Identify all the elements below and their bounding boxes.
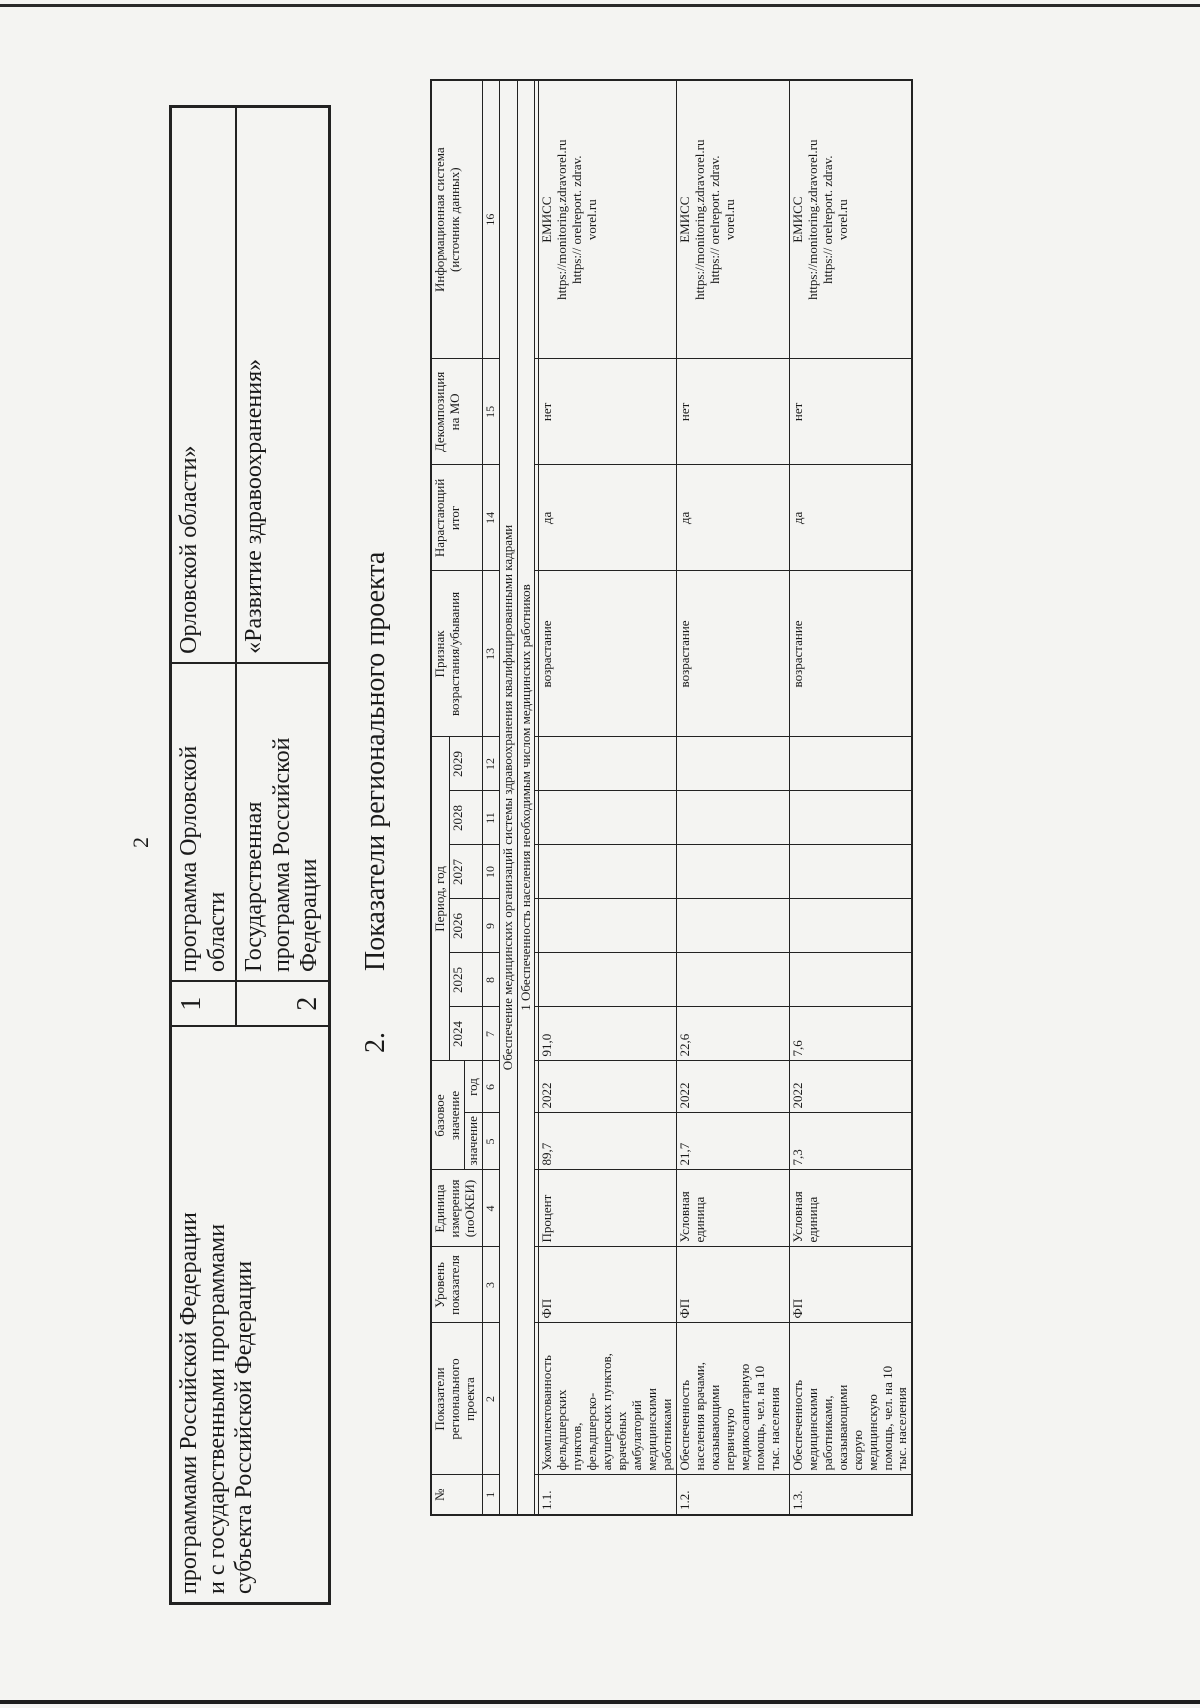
value-2027 (789, 845, 912, 899)
data-source (789, 80, 912, 359)
task-row (517, 80, 535, 1515)
goal-row (499, 80, 517, 1515)
indicator-name-line: скорую (849, 1430, 865, 1471)
table-row (539, 80, 676, 1515)
data-source-line: ЕМИСС (789, 196, 805, 243)
decomposition: нет (676, 359, 789, 465)
trend: возрастание (789, 571, 912, 737)
indicator-name-line: акушерских пунктов, (599, 1353, 615, 1471)
indicator-name-line: Обеспеченность (676, 1379, 692, 1471)
value-2025 (676, 953, 789, 1007)
header-cumulative-line-1: Нарастающий (432, 478, 447, 558)
indicator-name-line: пунктов, (569, 1422, 585, 1471)
header-year-2024: 2024 (449, 1007, 482, 1061)
indicator-name-line: врачебных (614, 1411, 630, 1471)
programs-type-1-line-1: программа Орловской (176, 745, 202, 973)
header-indicator-name-line-3: проекта (461, 1377, 477, 1421)
header-decomposition-line-2: на МО (446, 393, 462, 431)
indicator-name-line: помощь, чел. на 10 (751, 1365, 767, 1471)
header-unit-line-3: (поОКЕИ) (461, 1179, 477, 1238)
value-2029 (789, 737, 912, 791)
value-2025 (789, 953, 912, 1007)
header-year-2025: 2025 (449, 953, 482, 1007)
value-2026 (789, 899, 912, 953)
data-source-line: https://monitoring.zdravorel.ru (804, 139, 820, 300)
programs-table (169, 105, 331, 1605)
indicator-unit (789, 1170, 912, 1247)
indicator-name-line: тыс. населения (894, 1387, 910, 1471)
header-source (431, 80, 482, 359)
data-source-line: vorel.ru (834, 199, 850, 241)
value-2026 (676, 899, 789, 953)
header-year-2026: 2026 (449, 899, 482, 953)
indicator-name-line: помощь, чел. на 10 (879, 1365, 895, 1471)
header-decomposition-line-1: Декомпозиция (432, 371, 447, 453)
data-source-line: https://monitoring.zdravorel.ru (554, 139, 570, 300)
value-2027 (676, 845, 789, 899)
base-year: 2022 (676, 1061, 789, 1113)
decomposition: нет (539, 359, 676, 465)
data-source-line: ЕМИСС (539, 196, 555, 243)
header-base-year: год (464, 1061, 482, 1113)
column-number: 1 (482, 1475, 499, 1515)
header-unit (431, 1170, 482, 1247)
column-number: 6 (482, 1061, 499, 1113)
programs-num-1: 1 (171, 981, 237, 1026)
value-2028 (789, 791, 912, 845)
section-title: Показатели регионального проекта (360, 551, 391, 971)
indicator-unit-line: Условная (789, 1191, 805, 1243)
indicator-name-line: медицинскими (804, 1388, 820, 1471)
programs-name-2: «Развитие здравоохранения» (236, 107, 329, 663)
column-number: 14 (482, 465, 499, 571)
indicator-name-line: амбулаторий (629, 1400, 645, 1471)
header-decomposition (431, 359, 482, 465)
column-number: 4 (482, 1170, 499, 1247)
value-2029 (539, 737, 676, 791)
indicator-unit-line: Процент (539, 1194, 555, 1243)
header-cumulative (431, 465, 482, 571)
base-value: 7,3 (789, 1113, 912, 1170)
page-number: 2 (128, 837, 153, 848)
value-2026 (539, 899, 676, 953)
column-number: 5 (482, 1113, 499, 1170)
header-source-line-2: (источник данных) (446, 167, 462, 272)
header-level-line-2: показателя (446, 1255, 462, 1315)
value-2024: 22,6 (676, 1007, 789, 1061)
indicator-name-line: фельдшерско- (584, 1392, 600, 1471)
row-number: 1.2. (676, 1475, 789, 1515)
column-number: 8 (482, 953, 499, 1007)
header-indicator-name-line-1: Показатели (432, 1367, 447, 1431)
programs-type-1-line-2: области (203, 891, 230, 973)
indicator-name-line: Укомплектованность (539, 1355, 555, 1471)
data-source-line: https:// orelreport. zdrav. (569, 155, 585, 284)
header-year-2029: 2029 (449, 737, 482, 791)
indicator-unit-line: Условная (676, 1191, 692, 1243)
trend: возрастание (676, 571, 789, 737)
header-cumulative-line-2: итог (446, 505, 462, 531)
indicators-table (430, 79, 913, 1516)
cumulative: да (539, 465, 676, 571)
indicator-name-line: населения врачами, (691, 1362, 707, 1471)
column-number: 12 (482, 737, 499, 791)
header-year-2028: 2028 (449, 791, 482, 845)
header-unit-line-1: Единица (432, 1184, 447, 1233)
value-2028 (676, 791, 789, 845)
column-number: 9 (482, 899, 499, 953)
cumulative: да (676, 465, 789, 571)
section-heading (360, 552, 392, 1053)
header-indicator-name (431, 1323, 482, 1475)
indicator-name-line: работниками (658, 1398, 674, 1471)
programs-left-cell (171, 1027, 330, 1604)
header-year-2027: 2027 (449, 845, 482, 899)
data-source-line: https://monitoring.zdravorel.ru (691, 139, 707, 300)
programs-type-2-line-2: программа Российской (268, 737, 295, 973)
value-2028 (539, 791, 676, 845)
programs-left-line-3: субъекта Российской Федерации (231, 1260, 258, 1594)
header-base-value: значение (464, 1113, 482, 1170)
indicator-name-line: медикосанитарную (736, 1363, 752, 1471)
indicator-unit (539, 1170, 676, 1247)
indicator-name-line: работниками, (819, 1395, 835, 1471)
indicator-unit-line: единица (691, 1196, 707, 1243)
header-base-line-2: значение (446, 1090, 462, 1141)
header-source-line-1: Информационная система (432, 147, 447, 293)
row-number: 1.1. (539, 1475, 676, 1515)
column-number: 2 (482, 1323, 499, 1475)
indicator-unit (676, 1170, 789, 1247)
indicator-level: ФП (789, 1247, 912, 1323)
indicator-name-line: медицинскую (864, 1394, 880, 1471)
section-number: 2. (360, 1032, 391, 1053)
column-number: 15 (482, 359, 499, 465)
cumulative: да (789, 465, 912, 571)
data-source (539, 80, 676, 359)
value-2029 (676, 737, 789, 791)
header-trend (431, 571, 482, 737)
task-title: 1 Обеспеченность населения необходимым числом медицинских работников (517, 80, 535, 1515)
value-2024: 91,0 (539, 1007, 676, 1061)
header-period: Период, год (431, 737, 449, 1061)
data-source-line: https:// orelreport. zdrav. (819, 155, 835, 284)
indicator-name-line: тыс. населения (766, 1387, 782, 1471)
goal-title: Обеспечение медицинских организаций системы здравоохранения квалифицированными кадрами (499, 80, 517, 1515)
column-number: 3 (482, 1247, 499, 1323)
header-level (431, 1247, 482, 1323)
header-trend-line-2: возрастания/убывания (446, 591, 462, 716)
programs-num-2: 2 (236, 981, 329, 1026)
header-no: № (431, 1475, 482, 1515)
column-number: 7 (482, 1007, 499, 1061)
indicator-name-line: медицинскими (644, 1388, 660, 1471)
base-year: 2022 (539, 1061, 676, 1113)
indicator-level: ФП (539, 1247, 676, 1323)
programs-name-1: Орловской области» (171, 107, 237, 663)
header-base-line-1: базовое (432, 1094, 447, 1137)
value-2025 (539, 953, 676, 1007)
indicator-name-line: первичную (721, 1408, 737, 1471)
data-source-line: ЕМИСС (676, 196, 692, 243)
indicator-level: ФП (676, 1247, 789, 1323)
column-number: 11 (482, 791, 499, 845)
indicator-name-line: фельдшерских (554, 1389, 570, 1471)
value-2024: 7,6 (789, 1007, 912, 1061)
base-value: 89,7 (539, 1113, 676, 1170)
indicator-name-line: оказывающими (834, 1384, 850, 1471)
data-source-line: https:// orelreport. zdrav. (706, 155, 722, 284)
indicator-name (676, 1323, 789, 1475)
header-indicator-name-line-2: регионального (446, 1358, 462, 1440)
column-number: 16 (482, 80, 499, 359)
data-source-line: vorel.ru (584, 199, 600, 241)
indicator-name (789, 1323, 912, 1475)
header-base (431, 1061, 464, 1170)
programs-type-2 (236, 663, 329, 981)
indicator-name (539, 1323, 676, 1475)
indicator-name-line: оказывающими (706, 1384, 722, 1471)
column-number: 10 (482, 845, 499, 899)
data-source-line: vorel.ru (721, 199, 737, 241)
indicator-name-line: Обеспеченность (789, 1379, 805, 1471)
programs-row-1 (171, 107, 237, 1604)
table-row (676, 80, 789, 1515)
trend: возрастание (539, 571, 676, 737)
decomposition: нет (789, 359, 912, 465)
row-number: 1.3. (789, 1475, 912, 1515)
indicator-unit-line: единица (804, 1196, 820, 1243)
base-year: 2022 (789, 1061, 912, 1113)
base-value: 21,7 (676, 1113, 789, 1170)
column-numbers-row (482, 80, 499, 1515)
header-level-line-1: Уровень (432, 1262, 447, 1308)
programs-type-1 (171, 663, 237, 981)
header-row-1 (431, 80, 449, 1515)
programs-left-line-2: и с государственными программами (203, 1223, 230, 1594)
header-unit-line-2: измерения (446, 1179, 462, 1238)
table-row (789, 80, 912, 1515)
programs-left-line-1: программами Российской Федерации (176, 1212, 202, 1594)
column-number: 13 (482, 571, 499, 737)
data-source (676, 80, 789, 359)
value-2027 (539, 845, 676, 899)
programs-type-2-line-1: Государственная (241, 801, 268, 973)
programs-type-2-line-3: Федерации (296, 858, 323, 973)
header-trend-line-1: Признак (432, 630, 447, 678)
